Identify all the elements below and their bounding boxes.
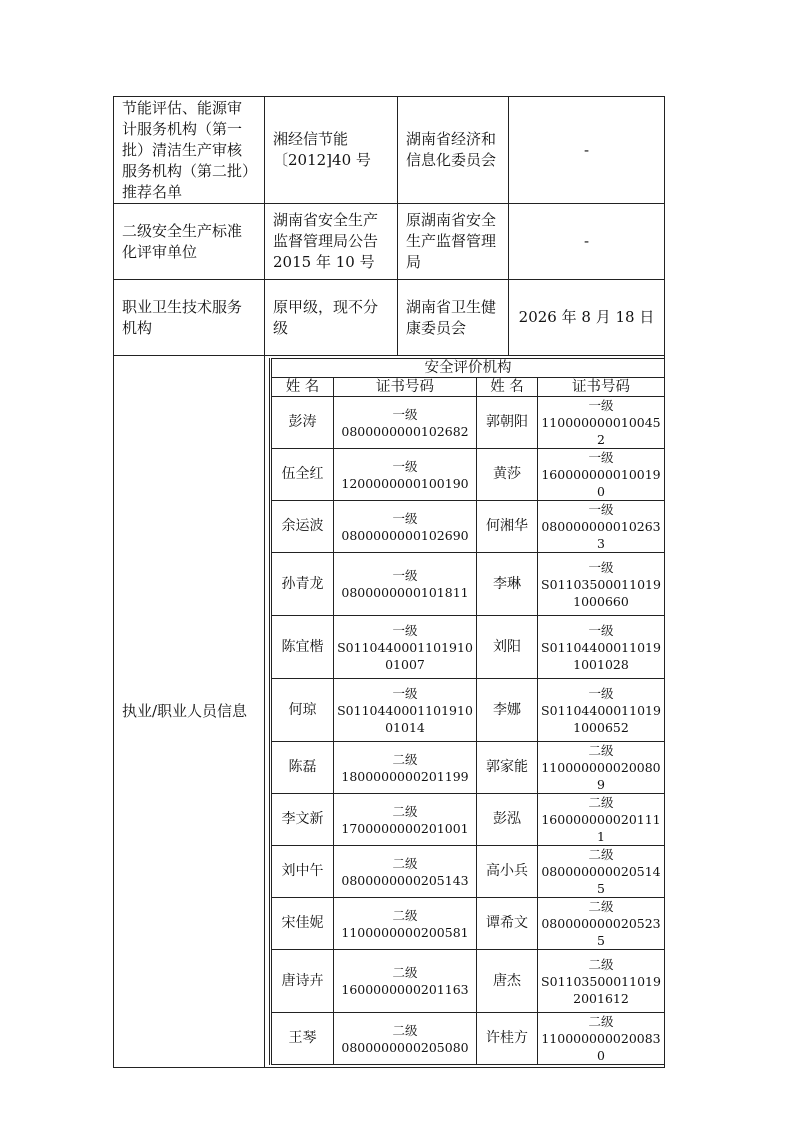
certificate-cell bbox=[334, 501, 477, 553]
certificate-cell bbox=[538, 1013, 665, 1065]
person-name: 宋佳妮 bbox=[271, 898, 334, 950]
certificate-cell bbox=[538, 950, 665, 1013]
person-name: 李琳 bbox=[477, 553, 538, 616]
issuing-authority: 原湖南省安全生产监督管理局 bbox=[398, 204, 509, 280]
personnel-pair-row bbox=[271, 846, 665, 898]
person-name: 谭希文 bbox=[477, 898, 538, 950]
personnel-pair-row bbox=[271, 616, 665, 679]
person-name: 郭朝阳 bbox=[477, 397, 538, 449]
certificate-cell bbox=[538, 794, 665, 846]
personnel-pair-row bbox=[271, 898, 665, 950]
certificate-cell bbox=[334, 553, 477, 616]
certificate-cell bbox=[334, 397, 477, 449]
personnel-table-title: 安全评价机构 bbox=[271, 359, 665, 378]
certificate-cell bbox=[538, 449, 665, 501]
personnel-pair-row bbox=[271, 1013, 665, 1065]
certificate-level: 一级 bbox=[588, 398, 614, 413]
person-name: 彭涛 bbox=[271, 397, 334, 449]
personnel-pair-row bbox=[271, 397, 665, 449]
certificate-number: 0800000000205080 bbox=[341, 1039, 469, 1055]
name-header: 姓 名 bbox=[271, 378, 334, 397]
expiry-date: - bbox=[509, 97, 665, 204]
certificate-cell bbox=[334, 742, 477, 794]
person-name: 刘中午 bbox=[271, 846, 334, 898]
certificate-level: 一级 bbox=[588, 559, 614, 575]
qualification-name: 二级安全生产标准化评审单位 bbox=[114, 204, 265, 280]
certificate-cell bbox=[538, 397, 665, 449]
certificate-number: 1200000000100190 bbox=[341, 475, 469, 491]
certificate-number: S011035000110191000660 bbox=[541, 576, 661, 609]
certificate-number: 1600000000201163 bbox=[341, 982, 469, 997]
certificate-level: 一级 bbox=[588, 502, 614, 517]
person-name: 许桂方 bbox=[477, 1013, 538, 1065]
certificate-cell bbox=[334, 794, 477, 846]
certificate-number: S011044000110191000652 bbox=[541, 702, 661, 735]
certificate-number: 0800000000102633 bbox=[541, 519, 661, 551]
certificate-number: S011044000110191001028 bbox=[541, 639, 661, 672]
personnel-label: 执业/职业人员信息 bbox=[114, 356, 265, 1068]
certificate-level: 二级 bbox=[588, 847, 614, 862]
certificate-cell bbox=[334, 449, 477, 501]
personnel-pair-row bbox=[271, 950, 665, 1013]
person-name: 伍全红 bbox=[271, 449, 334, 501]
certificate-level: 一级 bbox=[588, 450, 614, 465]
certificate-cell bbox=[538, 501, 665, 553]
certificate-level: 二级 bbox=[392, 751, 418, 767]
qualification-table bbox=[113, 96, 665, 1068]
certificate-cell bbox=[334, 846, 477, 898]
certificate-number: 0800000000102682 bbox=[341, 423, 469, 439]
cert-header: 证书号码 bbox=[334, 378, 477, 397]
certificate-cell bbox=[538, 898, 665, 950]
certificate-number: 1700000000201001 bbox=[341, 820, 469, 836]
issuing-authority: 湖南省经济和信息化委员会 bbox=[398, 97, 509, 204]
certificate-cell bbox=[334, 679, 477, 742]
certificate-cell bbox=[334, 898, 477, 950]
qualification-name: 职业卫生技术服务机构 bbox=[114, 280, 265, 356]
certificate-number: 0800000000205235 bbox=[541, 916, 661, 948]
qualification-row bbox=[114, 204, 665, 280]
certificate-number: 1600000000100190 bbox=[541, 467, 661, 499]
personnel-table-cell bbox=[265, 356, 665, 1068]
person-name: 何湘华 bbox=[477, 501, 538, 553]
certificate-number: 0800000000205145 bbox=[541, 864, 661, 896]
certificate-level: 一级 bbox=[392, 458, 418, 474]
person-name: 黄莎 bbox=[477, 449, 538, 501]
personnel-pair-row bbox=[271, 501, 665, 553]
certificate-number: 1100000000100452 bbox=[541, 415, 661, 447]
personnel-pair-row bbox=[271, 742, 665, 794]
certificate-number: 0800000000101811 bbox=[341, 585, 469, 600]
person-name: 刘阳 bbox=[477, 616, 538, 679]
person-name: 唐杰 bbox=[477, 950, 538, 1013]
certificate-level: 一级 bbox=[392, 622, 418, 638]
person-name: 唐诗卉 bbox=[271, 950, 334, 1013]
certificate-level: 二级 bbox=[588, 743, 614, 758]
personnel-row bbox=[114, 356, 665, 1068]
certificate-level: 二级 bbox=[588, 899, 614, 914]
certificate-cell bbox=[334, 616, 477, 679]
personnel-pair-row bbox=[271, 794, 665, 846]
certificate-level: 一级 bbox=[392, 406, 418, 422]
certificate-number: S011035000110192001612 bbox=[541, 973, 661, 1006]
expiry-date: - bbox=[509, 204, 665, 280]
certificate-number: 1100000000200830 bbox=[541, 1031, 661, 1063]
name-header: 姓 名 bbox=[477, 378, 538, 397]
certificate-cell bbox=[538, 846, 665, 898]
qualification-table-body bbox=[114, 97, 665, 1068]
certificate-level: 一级 bbox=[392, 568, 418, 583]
certificate-cell bbox=[538, 553, 665, 616]
personnel-pair-row bbox=[271, 553, 665, 616]
personnel-pair-row bbox=[271, 679, 665, 742]
certificate-level: 二级 bbox=[392, 855, 418, 871]
certificate-cell bbox=[538, 616, 665, 679]
qualification-row bbox=[114, 97, 665, 204]
certificate-cell bbox=[538, 742, 665, 794]
certificate-number: 1100000000200809 bbox=[541, 760, 661, 792]
personnel-pair-row bbox=[271, 449, 665, 501]
qualification-name: 节能评估、能源审计服务机构（第一批）清洁生产审核服务机构（第二批）推荐名单 bbox=[114, 97, 265, 204]
certificate-number: 1600000000201111 bbox=[541, 812, 661, 844]
certificate-number: 1800000000201199 bbox=[341, 768, 469, 784]
qualification-row bbox=[114, 280, 665, 356]
person-name: 孙青龙 bbox=[271, 553, 334, 616]
certificate-number: S011044000110191001007 bbox=[337, 639, 473, 672]
document-number: 原甲级，现不分级 bbox=[265, 280, 398, 356]
certificate-level: 一级 bbox=[588, 685, 614, 701]
person-name: 李文新 bbox=[271, 794, 334, 846]
issuing-authority: 湖南省卫生健康委员会 bbox=[398, 280, 509, 356]
certificate-number: 0800000000102690 bbox=[341, 527, 469, 543]
certificate-number: S011044000110191001014 bbox=[337, 702, 473, 735]
personnel-table bbox=[269, 358, 665, 1065]
certificate-level: 一级 bbox=[392, 510, 418, 526]
certificate-level: 二级 bbox=[392, 965, 418, 980]
certificate-cell bbox=[334, 1013, 477, 1065]
person-name: 何琼 bbox=[271, 679, 334, 742]
certificate-level: 一级 bbox=[588, 622, 614, 638]
certificate-level: 二级 bbox=[588, 795, 614, 810]
person-name: 陈宜楷 bbox=[271, 616, 334, 679]
certificate-cell bbox=[334, 950, 477, 1013]
certificate-level: 二级 bbox=[588, 956, 614, 972]
certificate-number: 1100000000200581 bbox=[341, 924, 469, 940]
person-name: 余运波 bbox=[271, 501, 334, 553]
certificate-number: 0800000000205143 bbox=[341, 872, 469, 888]
certificate-level: 二级 bbox=[392, 907, 418, 923]
person-name: 王琴 bbox=[271, 1013, 334, 1065]
person-name: 高小兵 bbox=[477, 846, 538, 898]
person-name: 彭泓 bbox=[477, 794, 538, 846]
certificate-level: 二级 bbox=[392, 1022, 418, 1038]
person-name: 李娜 bbox=[477, 679, 538, 742]
person-name: 郭家能 bbox=[477, 742, 538, 794]
certificate-level: 二级 bbox=[392, 803, 418, 819]
document-number: 湘经信节能〔2012]40 号 bbox=[265, 97, 398, 204]
document-number: 湖南省安全生产监督管理局公告 2015 年 10 号 bbox=[265, 204, 398, 280]
person-name: 陈磊 bbox=[271, 742, 334, 794]
certificate-level: 二级 bbox=[588, 1014, 614, 1029]
expiry-date: 2026 年 8 月 18 日 bbox=[509, 280, 665, 356]
cert-header: 证书号码 bbox=[538, 378, 665, 397]
certificate-level: 一级 bbox=[392, 685, 418, 701]
certificate-cell bbox=[538, 679, 665, 742]
